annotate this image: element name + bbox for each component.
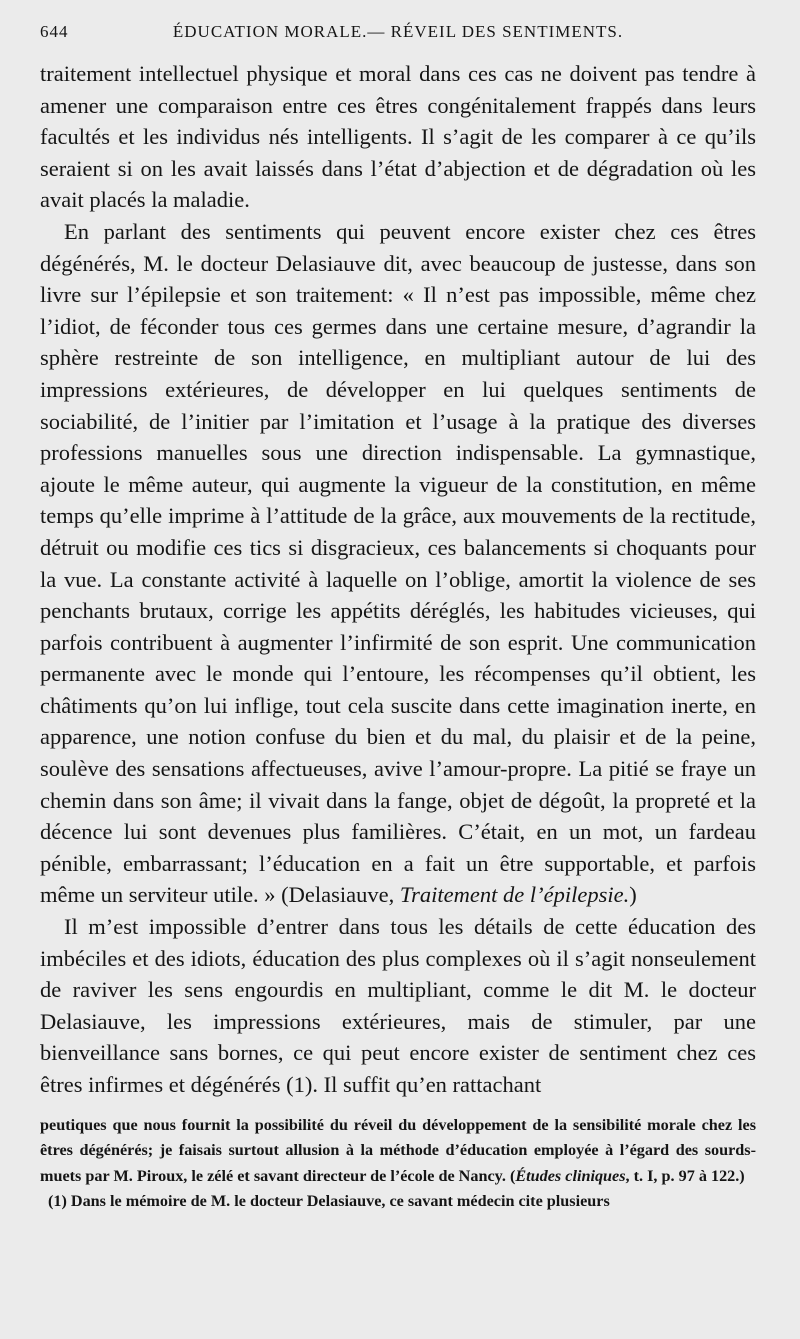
- page-number: 644: [40, 22, 69, 41]
- footnote-continuation-text: peutiques que nous fournit la possibilité du réveil du développement de la sensibilité morale chez les êtres dégénérés; je faisais surtout allusion à la méthode d’éducation employée à l’égard des sourds-muets par M. Piroux, le zélé et savant directeur de l’école de Nancy. (: [40, 1115, 756, 1185]
- footnotes: [40, 1113, 756, 1215]
- quote-source-close: ): [629, 882, 637, 908]
- paragraph-continued: traitement intellectuel physique et moral dans ces cas ne doivent pas tendre à amener une comparaison entre ces êtres congénitalement frappés dans leurs facultés et les individus nés intelligents. Il s’agit de les comparer à ce qu’ils seraient si on les avait laissés dans l’état d’abjection et de dégradation où les avait placés la maladie.: [40, 61, 756, 213]
- body-text: [40, 58, 756, 1101]
- footnote-continuation: [40, 1113, 756, 1190]
- paragraph-education: Il m’est impossible d’entrer dans tous les détails de cette éducation des imbéciles et des idiots, éducation des plus complexes où il s’agit nonseulement de raviver les sens engourdis en multipliant, comme le dit M. le docteur Delasiauve, les impressions extérieures, mais de stimuler, par une bienveillance sans bornes, ce qui peut encore exister de sentiment chez ces êtres infirmes et dégénérés (1). Il suffit qu’en rattachant: [40, 914, 756, 1097]
- quote-source-title: Traitement de l’épilepsie.: [399, 882, 630, 908]
- footnote-1-marker: (1): [48, 1192, 67, 1211]
- footnote-citation-rest: , t. I, p. 97 à 122.): [625, 1166, 745, 1185]
- running-header: [40, 22, 756, 50]
- running-title: ÉDUCATION MORALE.— RÉVEIL DES SENTIMENTS.: [172, 22, 624, 41]
- paragraph-delasiauve-quote: [40, 216, 756, 911]
- footnote-1: [40, 1189, 756, 1215]
- footnote-1-text: Dans le mémoire de M. le docteur Delasiauve, ce savant médecin cite plusieurs: [70, 1192, 610, 1211]
- quote-text: En parlant des sentiments qui peuvent encore exister chez ces êtres dégénérés, M. le docteur Delasiauve dit, avec beaucoup de justesse, dans son livre sur l’épilepsie et son traitement: « Il n’est pas impossible, même chez l’idiot, de féconder tous ces germes dans une certaine mesure, d’agrandir la sphère restreinte de son intelligence, en multipliant autour de lui des impressions extérieures, de développer en lui quelques sentiments de sociabilité, de l’initier par l’imitation et l’usage à la pratique des diverses professions manuelles sous une direction indispensable. La gymnastique, ajoute le même auteur, qui augmente la vigueur de la constitution, en même temps qu’elle imprime à l’attitude de la grâce, aux mouvements de la rectitude, détruit ou modifie ces tics si disgracieux, ces balancements si choquants pour la vue. La constante activité à laquelle on l’oblige, amortit la violence de ses penchants brutaux, corrige les appétits déréglés, les habitudes vicieuses, qui parfois contribuent à augmenter l’infirmité de son esprit. Une communication permanente avec le monde qui l’entoure, les récompenses qu’il obtient, les châtiments qu’on lui inflige, tout cela suscite dans cette imagination inerte, en apparence, une notion confuse du bien et du mal, du plaisir et de la peine, soulève des sensations affectueuses, avive l’amour-propre. La pitié se fraye un chemin dans son âme; il vivait dans la fange, objet de dégoût, la propreté et la décence lui sont devenues plus familières. C’était, en un mot, un fardeau pénible, embarrassant; l’éducation en a fait un être supportable, et parfois même un serviteur utile. » (Delasiauve,: [40, 218, 756, 908]
- footnote-citation-title: Études cliniques: [515, 1166, 626, 1185]
